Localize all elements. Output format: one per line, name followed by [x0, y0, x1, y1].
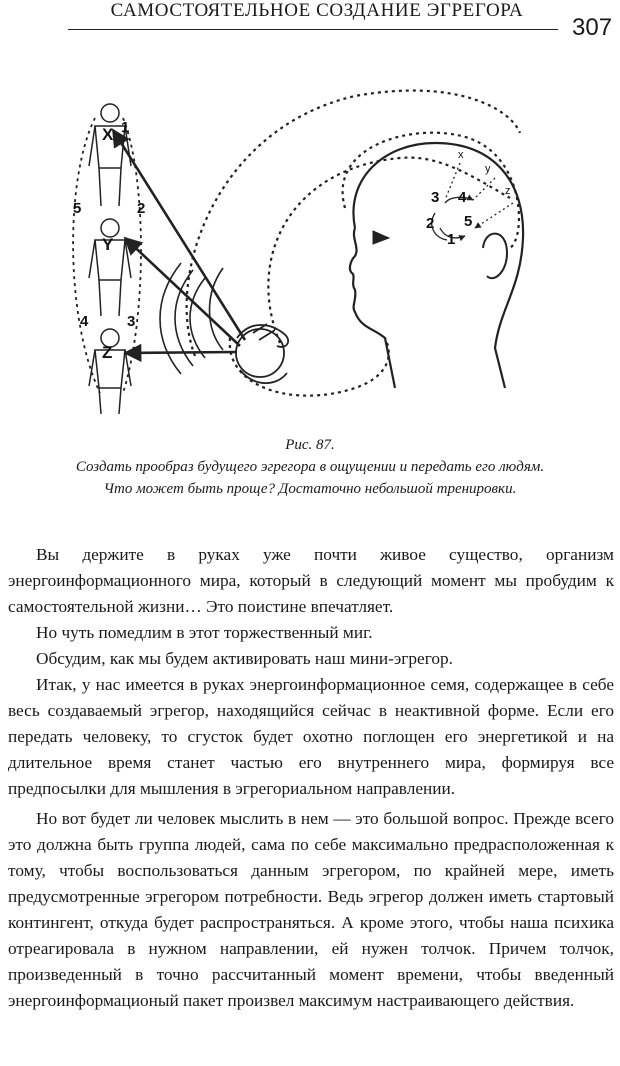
head-number-4: 4: [458, 189, 467, 206]
caption-line-2: Что может быть проще? Достаточно небольшой тренировки.: [103, 481, 517, 497]
paragraph-1: Вы держите в руках уже почти живое существо, организм энергоинформационного мира, который в следующий момент мы пробудим к самостоятельной жизни… Это поистине впечатляет.: [8, 545, 614, 616]
page-header: [0, 0, 620, 52]
running-title: САМОСТОЯТЕЛЬНОЕ СОЗДАНИЕ ЭГРЕГОРА: [110, 0, 524, 21]
person-z: [89, 329, 131, 414]
head-number-5: 5: [464, 213, 473, 230]
hands-with-seed: [236, 324, 288, 383]
arrow-to-y: [125, 238, 240, 346]
number-3: 3: [127, 313, 136, 330]
person-label-z: Z: [102, 343, 113, 362]
figure-svg: [55, 88, 555, 418]
figure-caption: [0, 434, 620, 500]
head-letter-y: y: [485, 163, 491, 175]
figure-illustration: [55, 88, 555, 418]
eye: [373, 231, 389, 244]
paragraph-5: Но вот будет ли человек мыслить в нем — это большой вопрос. Прежде всего это должна быть группа людей, сама по себе максимально предрасположенная к тому, чтобы воспользоваться данным эгрегором, по крайней мере, иметь предусмотренные эгрегором потребности. Ведь эгрегор должен иметь стартовый контингент, откуда будет распространяться. А кроме этого, чтобы наша психика отреагировала в нужном направлении, ей нужен толчок. Причем толчок, произведенный в точно рассчитанный момент времени, чтобы введенный энергоинформационый пакет произвел максимум настраивающего действия.: [8, 809, 614, 1010]
aura-lower-loop: [230, 338, 389, 396]
page-number: 307: [572, 14, 613, 41]
number-2: 2: [137, 200, 146, 217]
paragraph-2: Но чуть помедлим в этот торжественный миг.: [36, 623, 373, 642]
number-5: 5: [73, 200, 82, 217]
head-letter-x: x: [458, 149, 464, 161]
head-number-2: 2: [426, 215, 435, 232]
aura-arc-inner: [268, 158, 510, 343]
head-number-1: 1: [447, 231, 456, 248]
person-y: [89, 219, 131, 316]
paragraph-4: Итак, у нас имеется в руках энергоинформационное семя, содержащее в себе весь создаваемый эгрегор, находящийся сейчас в неактивной форме. Если его передать человеку, то сгусток будет охотно поглощен его энергетикой и на длительное время станет частью его внутреннего мира, формируя все предпосылки для мышления в эгрегориальном направлении.: [8, 675, 614, 798]
body-text: [8, 542, 614, 1014]
arrow-to-z: [125, 352, 237, 353]
header-rule: [68, 29, 558, 30]
person-label-x: X: [102, 125, 114, 144]
person-label-y: Y: [102, 235, 114, 254]
number-4: 4: [80, 313, 89, 330]
paragraph-3: Обсудим, как мы будем активировать наш мини-эгрегор.: [36, 649, 453, 668]
head-silhouette: [350, 143, 523, 388]
number-1: 1: [121, 119, 130, 136]
brain-points: [432, 163, 513, 240]
arrow-to-x: [113, 130, 245, 340]
caption-line-1: Создать прообраз будущего эгрегора в ощущении и передать его людям.: [75, 459, 545, 475]
head-letter-z: z: [505, 185, 511, 197]
ear: [483, 234, 507, 279]
caption-label: Рис. 87.: [285, 437, 335, 453]
head-number-3: 3: [431, 189, 440, 206]
